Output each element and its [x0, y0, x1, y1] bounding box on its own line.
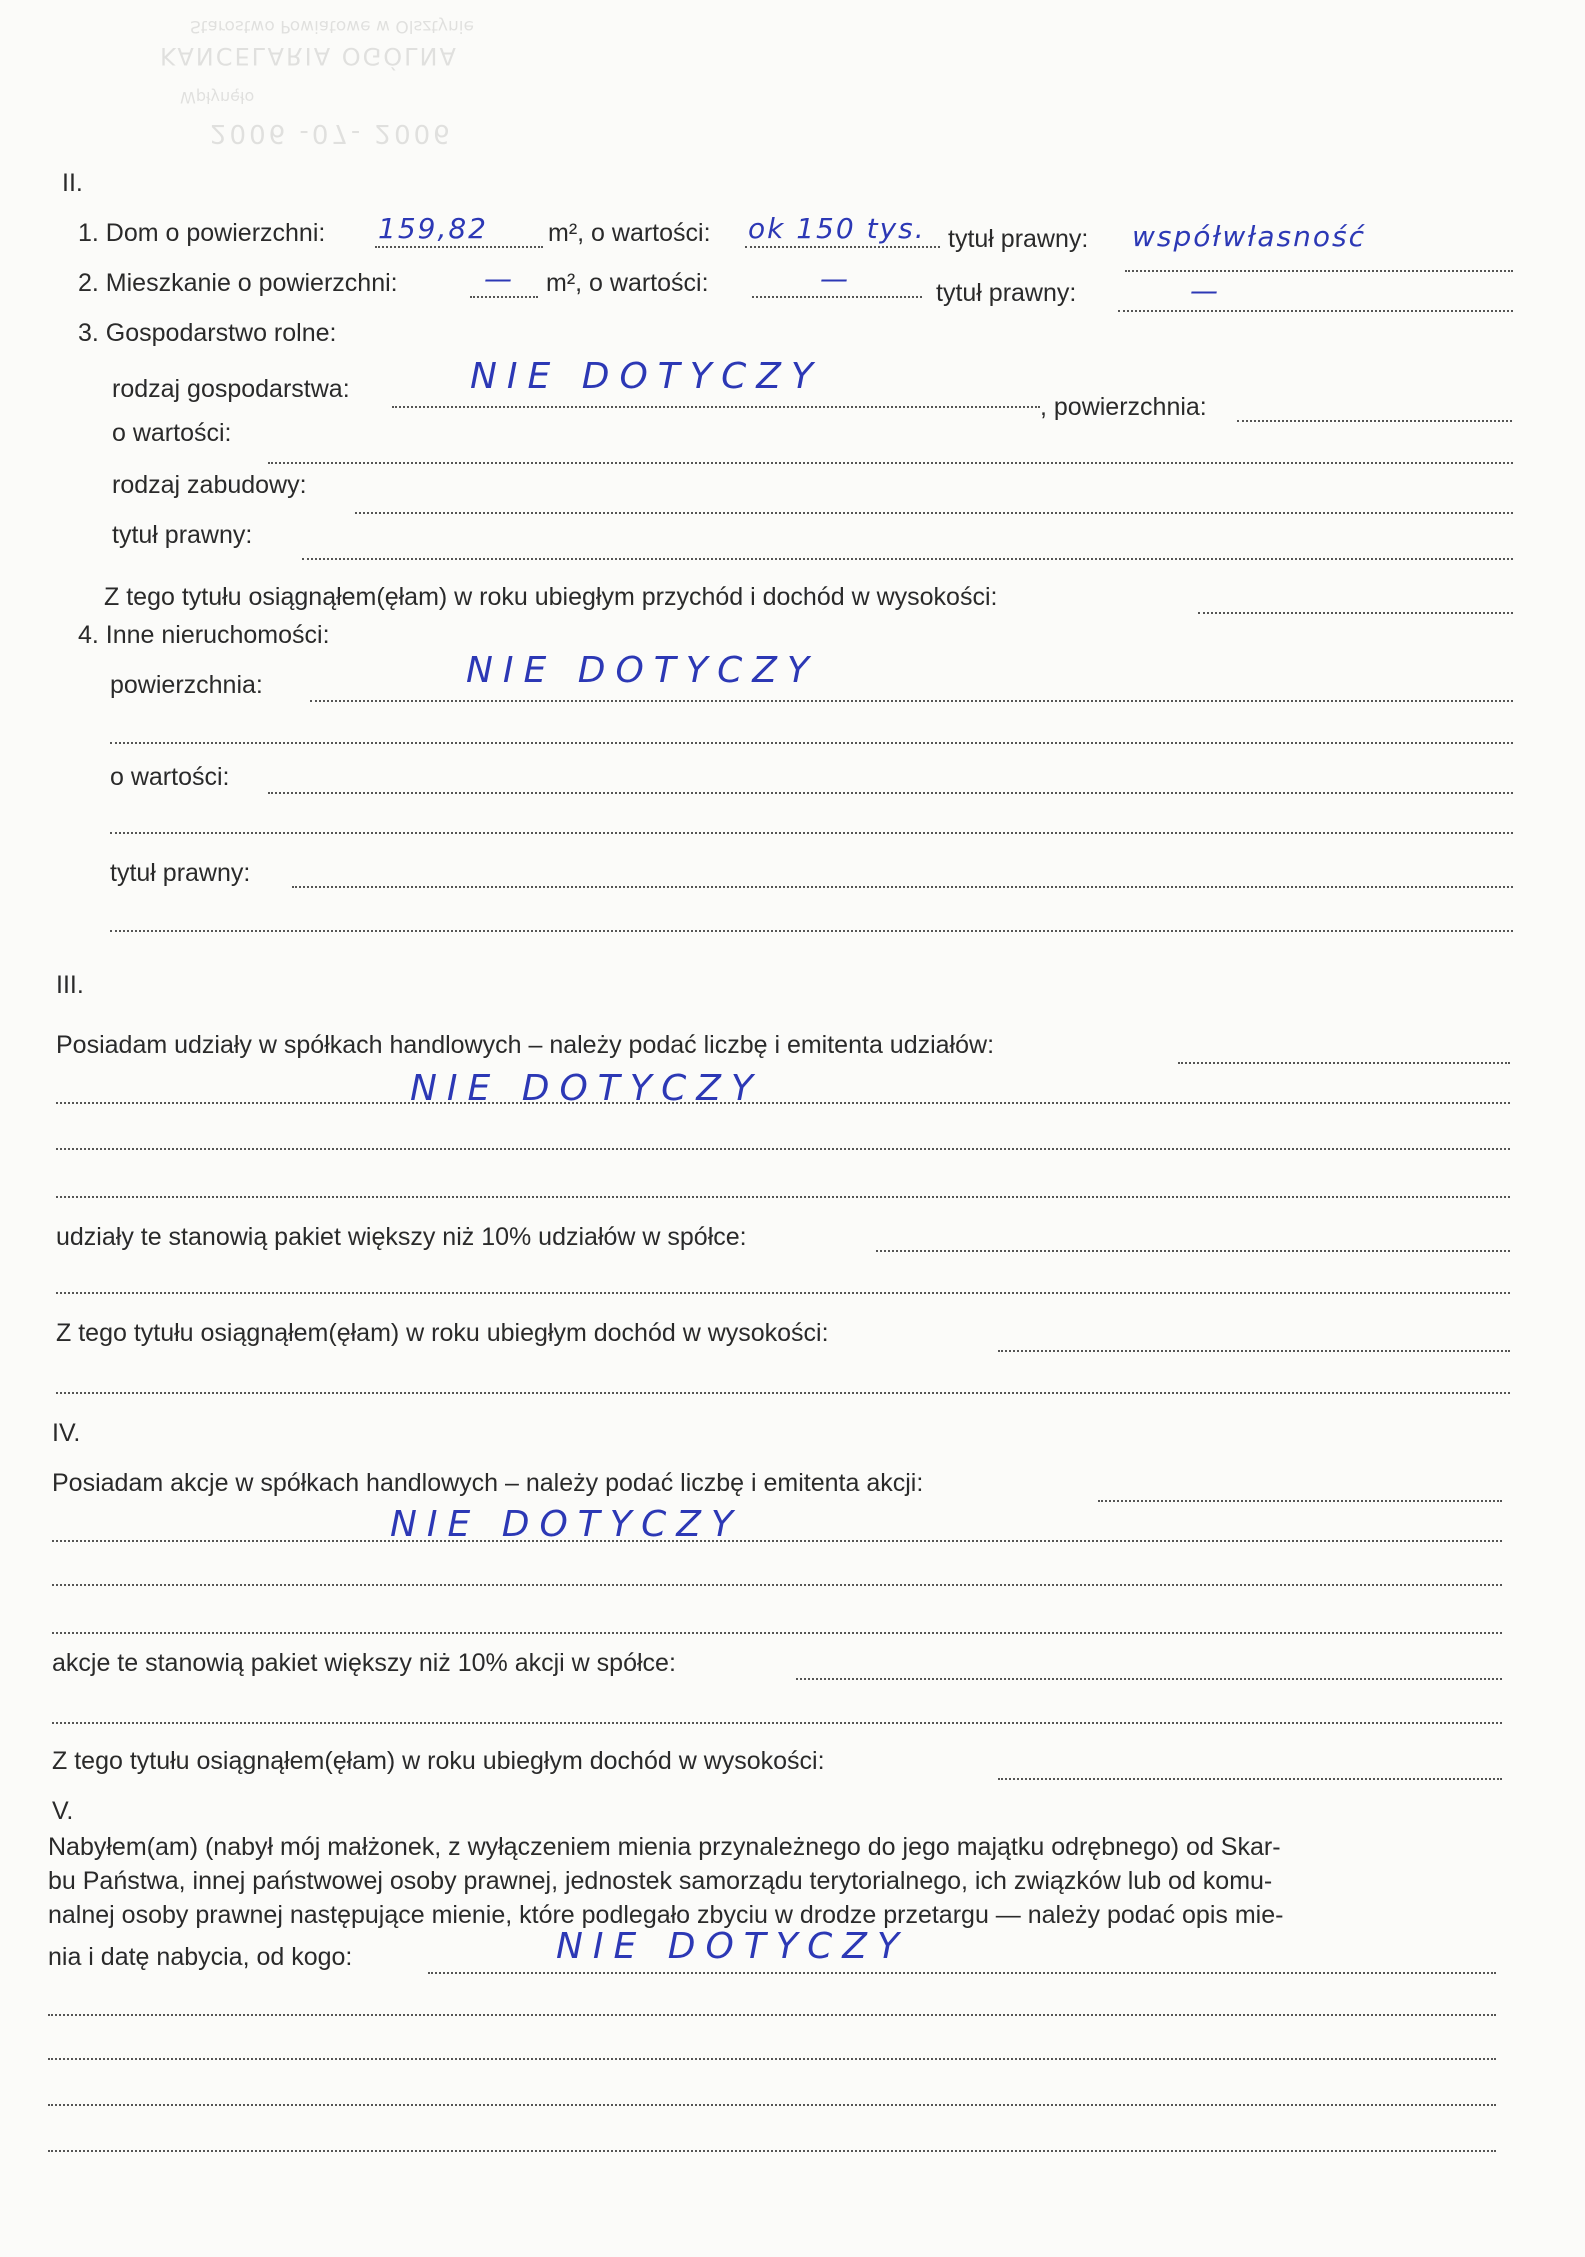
house-value-field[interactable] [745, 246, 940, 248]
stamp-line-1: Starostwo Powiatowe w Olsztynie [190, 16, 474, 36]
farm-building-field[interactable] [355, 512, 1513, 514]
shares-field-4[interactable] [56, 1196, 1510, 1198]
other-value-field[interactable] [268, 792, 1513, 794]
stocks-field-2[interactable] [52, 1540, 1502, 1542]
stocks-value: NIE DOTYCZY [390, 1504, 743, 1545]
section-v-line-1: Nabyłem(am) (nabył mój małżonek, z wyłączeniem mienia przynależnego do jego majątku odrębnego) od Skar- [48, 1833, 1281, 1861]
stocks-income-label: Z tego tytułu osiągnąłem(ęłam) w roku ubiegłym dochód w wysokości: [52, 1747, 825, 1775]
other-value-label: o wartości: [110, 763, 230, 791]
house-area-label: 1. Dom o powierzchni: [78, 219, 326, 247]
shares-pakiet-field-2[interactable] [56, 1292, 1510, 1294]
shares-value: NIE DOTYCZY [410, 1068, 763, 1109]
flat-value-value: — [820, 262, 850, 295]
stocks-pakiet-field[interactable] [796, 1678, 1502, 1680]
section-v-line-3: nalnej osoby prawnej następujące mienie, które podlegało zbyciu w drodze przetargu — należy podać opis mie- [48, 1901, 1284, 1929]
other-title-field[interactable] [292, 886, 1513, 888]
other-area-value: NIE DOTYCZY [466, 650, 819, 691]
stamp-line-3: Wpłynęło [180, 88, 255, 107]
shares-income-field[interactable] [998, 1350, 1510, 1352]
house-area-value: 159,82 [378, 212, 488, 245]
other-area-field-2[interactable] [110, 742, 1513, 744]
shares-field[interactable] [1178, 1062, 1510, 1064]
farm-income-label: Z tego tytułu osiągnąłem(ęłam) w roku ubiegłym przychód i dochód w wysokości: [104, 583, 998, 611]
acquired-value: NIE DOTYCZY [556, 1926, 909, 1967]
faded-stamp [120, 10, 540, 170]
acquired-field-5[interactable] [48, 2150, 1496, 2152]
other-area-field[interactable] [310, 700, 1513, 702]
stocks-field-3[interactable] [52, 1584, 1502, 1586]
other-title-label: tytuł prawny: [110, 859, 251, 887]
shares-field-2[interactable] [56, 1102, 1510, 1104]
shares-pakiet-field[interactable] [876, 1250, 1510, 1252]
house-value-label: m², o wartości: [548, 219, 711, 247]
farm-type-label: rodzaj gospodarstwa: [112, 375, 350, 403]
acquired-field-2[interactable] [48, 2014, 1496, 2016]
farm-area-label: , powierzchnia: [1040, 393, 1207, 421]
stamp-line-4: 2006 -07- 2006 [210, 118, 453, 148]
flat-value-field[interactable] [752, 296, 922, 298]
farm-area-field[interactable] [1237, 420, 1512, 422]
section-v-line-4: nia i datę nabycia, od kogo: [48, 1943, 353, 1971]
flat-area-value: — [484, 262, 514, 295]
shares-pakiet-label: udziały te stanowią pakiet większy niż 10% udziałów w spółce: [56, 1223, 747, 1251]
stocks-pakiet-label: akcje te stanowią pakiet większy niż 10% akcji w spółce: [52, 1649, 676, 1677]
house-title-value: współwłasność [1132, 220, 1366, 253]
farm-title-field[interactable] [302, 558, 1513, 560]
other-area-label: powierzchnia: [110, 671, 263, 699]
farm-title-label: tytuł prawny: [112, 521, 253, 549]
stocks-field[interactable] [1098, 1500, 1502, 1502]
stocks-pakiet-field-2[interactable] [52, 1722, 1502, 1724]
other-property-heading: 4. Inne nieruchomości: [78, 621, 330, 649]
farm-value-field[interactable] [268, 462, 1513, 464]
stamp-line-2: KANCELARIA OGÓLNA [160, 42, 458, 70]
shares-income-label: Z tego tytułu osiągnąłem(ęłam) w roku ubiegłym dochód w wysokości: [56, 1319, 829, 1347]
acquired-field-3[interactable] [48, 2058, 1496, 2060]
shares-field-3[interactable] [56, 1148, 1510, 1150]
stocks-label: Posiadam akcje w spółkach handlowych – należy podać liczbę i emitenta akcji: [52, 1469, 924, 1497]
farm-value-label: o wartości: [112, 419, 232, 447]
shares-label: Posiadam udziały w spółkach handlowych – należy podać liczbę i emitenta udziałów: [56, 1031, 995, 1059]
other-title-field-2[interactable] [110, 930, 1513, 932]
acquired-field[interactable] [428, 1972, 1496, 1974]
flat-area-field[interactable] [470, 296, 538, 298]
house-title-label: tytuł prawny: [948, 225, 1089, 253]
acquired-field-4[interactable] [48, 2104, 1496, 2106]
section-v-line-2: bu Państwa, innej państwowej osoby prawnej, jednostek samorządu terytorialnego, ich związków lub od komu- [48, 1867, 1273, 1895]
flat-title-label: tytuł prawny: [936, 279, 1077, 307]
section-iv-heading: IV. [52, 1419, 81, 1447]
section-v-heading: V. [52, 1797, 74, 1825]
flat-title-field[interactable] [1118, 310, 1513, 312]
house-value-value: ok 150 tys. [748, 212, 926, 245]
farm-type-value: NIE DOTYCZY [470, 356, 823, 397]
farm-building-label: rodzaj zabudowy: [112, 471, 307, 499]
house-title-field[interactable] [1125, 270, 1513, 272]
section-iii-heading: III. [56, 971, 84, 999]
section-ii-heading: II. [62, 169, 83, 197]
shares-income-field-2[interactable] [56, 1392, 1510, 1394]
farm-type-field[interactable] [392, 406, 1040, 408]
farm-heading: 3. Gospodarstwo rolne: [78, 319, 337, 347]
house-area-field[interactable] [375, 246, 543, 248]
other-value-field-2[interactable] [110, 832, 1513, 834]
stocks-income-field[interactable] [998, 1778, 1502, 1780]
flat-area-label: 2. Mieszkanie o powierzchni: [78, 269, 398, 297]
stocks-field-4[interactable] [52, 1632, 1502, 1634]
farm-income-field[interactable] [1198, 612, 1513, 614]
flat-value-label: m², o wartości: [546, 269, 709, 297]
flat-title-value: — [1190, 274, 1220, 307]
